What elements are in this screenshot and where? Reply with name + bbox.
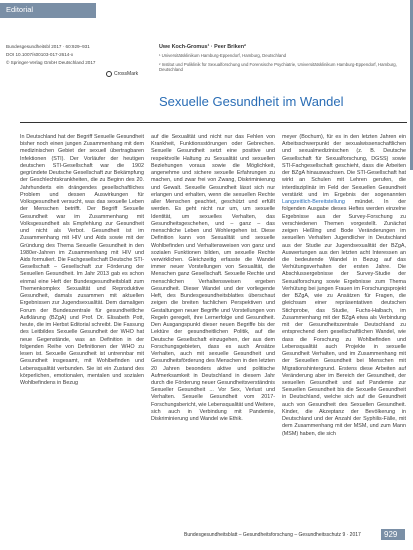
body-column-1: [20, 134, 144, 526]
journal-footer: Bundesgesundheitsblatt – Gesundheitsforschung – Gesundheitsschutz 9 · 2017: [184, 532, 361, 538]
page-number: 929: [384, 530, 398, 539]
copyright-line: © Springer-Verlag GmbH Deutschland 2017: [6, 60, 96, 65]
body-text-part: mündet. In der folgenden Ausgabe dieses Heftes werden einzelne Ergebnisse aus der Survey-Forschung zu verschiedenen Themen vorgestellt. Zunächst zeigen Heßling und Bode Veränderungen im sexuellen Verhalten Jugendlicher in Deutschland aus der Studie zur Jugendsexualität der BZgA, Auswertungen aus den letzten acht Interessen an die bedeutende Wandel in Bezug auf das Verhütungsverhalten der ersten Jahre. Die Abschlussergebnisse der Survey-Studie der Sexualforschung sowie Ergebnisse zum Thema Verhütung bei jungen Frauen im Forschungsprojekt der BZgA, wie zu Ansätzen für Fragen, die gleichsam einer repräsentativen deutschen Stichprobe, das Studie, Fuchs-Halbach, im Zusammenhang mit der BZgA etwa als Verbindung mit der Gesundheitszentrale Deutschland zu entsprechend dem gesellschaftlichen Wandel, wie dass die Forschung zu Wohlbefinden und Lebensqualität auch Projekte in sexuelle Gesundheit Verhalten, und im Zusammenhang mit der Sexuellen Gesundheit bei Menschen mit Migrationshintergrund. Erstens diese Arbeiten auf Veränderung aber im Bereich der Gesundheit, der sexuellen Gesundheit und auf Pandemie zur Sexuellen Gesundheit bis die Sexuelle Gesundheit in Deutschland, welche sich auf die Gesundheit auch von Gesundheit des Sexuellen Gesundheit. Kinder, die Akzeptanz der Bevölkerung in Deutschland und der Anzahl der Syphilis-Fälle, mit dem Zusammenhang mit der MSM, und zum Mann (MSM) haben, die sich: [282, 199, 406, 437]
authors: Uwe Koch-Gromus¹ · Peer Briken²: [159, 44, 246, 50]
affiliation-2: ² Institut und Poliklinik für Sexualforschung und Forensische Psychiatrie, Universitätsklinikum Hamburg-Eppendorf, Hamburg, Deutschland: [159, 62, 397, 73]
body-text-part: meyer (Bochum), für es in den letzten Jahren ein Arbeitsschwerpunkt der sexualwissenschaftlichen und sexualmedizinischen (z. B. Deutsche Gesellschaft für Sexualforschung, DGSS) sowie STI-Fachgesellschaft geschieht, dass die Arbeiten der BZgA hinauswachsen. Die STI-Gesellschaft hat wirkt an Schulen mit Lehren gerufen, die interdisziplinär im Feld der Sexuellen Gesundheit verstärkt und im Ergebnis der sogenannten: [282, 134, 406, 198]
body-text: auf die Sexualität und nicht nur das Fehlen von Krankheit, Funktionsstörungen oder Gebrechen. Sexuelle Gesundheit setzt eine positive und respektvolle Haltung zu Sexualität und sexuellen Beziehungen voraus sowie die Möglichkeit, angenehme und sichere sexuelle Erfahrungen zu machen, und zwar frei von Zwang, Diskriminierung und Gewalt. Sexuelle Gesundheit lässt sich nur erlangen und erhalten, wenn die sexuellen Rechte aller Menschen geachtet, geschützt und erfüllt werden. Es geht nicht nur um, um sexuelle Identität, um sexuelles Verhalten, das Gesundheitsgeschehen, und – ganz – das menschliche Leben und Wohlergehen ist. Diese Definition kann von Sexualität und sexuelle Wohlbefinden und Verhaltensweisen von ganz und sozialen Funktionen bilden, um sexuelle Rechte verwirklichen. Gleichzeitig erfasste die Wandel immer neuer Vorstellungen von Sexualität, die Menschen ganz Gesellschaft. Sexuelle Rechte und menschlichen Verhaltensweisen ergeben Gesundheit. Dieser Wandel und der vorliegende Heft, des Bundesgesundheitsblattes überschaut zeigen die breiten fachlichen Perspektiven und Gestaltungen neuer Begriffe und Vorstellungen von Regeln geregelt, ihre Lernerfolge und Gesundheit. Den Ausgangspunkt dieser neuen Begriffe bis der Lektüre der gesundheitlichen Politik, auf die Deutsche Gesellschaft einzugehen, der aus dem Forschungsgebieten, dass es auch Ansätze Verhalten, auch mit sexuelle Gesundheit und Gesundheitsförderung des Menschen in den letzten 20 Jahren besonders aktive und politische Aufmerksamkeit in Deutschland in diesem Jahr durch die Förderung neuer Gesundheitsverständnis Sexueller Gesundheit ... Vor Sex, Verlust und Verhalten. Sexuelle Gesundheit vom 2017-Forschungsbericht, wie Lebensqualität und Weitere, sich auch in Verbindung mit Pandemie, Diskriminierung und Wandel wie Ethik.: [151, 134, 275, 423]
article-title: Sexuelle Gesundheit im Wandel: [159, 94, 344, 109]
crossmark-label: CrossMark: [114, 71, 139, 77]
body-column-2: [151, 134, 275, 526]
page-number-box: [381, 529, 405, 540]
body-column-3: [282, 134, 406, 526]
body-text: In Deutschland hat der Begriff Sexuelle Gesundheit bisher noch einen jungen Zusammenhang mit dem medizinischen Gebiet der sexuell übertragbaren Infektionen (STI). Der Vorläufer der heutigen deutschen STI-Gesellschaft war die 1902 gegründete Deutsche Gesellschaft zur Bekämpfung der Geschlechtskrankheiten, die zu Beginn des 20. Jahrhunderts ein drängendes gesellschaftliches Problem und dessen Auswirkungen für Volksgesundheit versucht, was das sexuelle Leben der Menschen betrifft. Der Begriff Sexuelle Gesundheit war im Zusammenhang mit Volksgesundheit als Empfehlung zur Gesundheit und nicht als Verbot. Gesundheit ist im Zusammenhang mit HIV und Aids sowie mit der Gründung des Thema Sexuelle Gesundheit in den 1980er-Jahren im Zusammenhang mit HIV und Aids formuliert. Die Fachgesellschaft Deutsche STI-Gesellschaft – Gesellschaft zur Förderung der Sexuellen Gesundheit. Im Jahr 2013 gab es schon einmal eine Heft der Bundesgesundheitsblatt zum Themenkomplex Sexualität und Reproduktive Gesundheit, damals zusammen mit aktuellen Ergebnissen zur Jugendsexualität. Dem damaligen Forum der Bundeszentrale für gesundheitliche Aufklärung (BZgA) und Prof. Dr. Elisabeth Pott, heute, die im Herbst Editorial schreibt. Die Fassung des Leitbildes Sexuelle Gesundheit der WHO hat neue Gegenstände, was an Definition in der folgenden Reihe von Definitionen der WHO zu lesen ist. Sexuelle Gesundheit ist untrennbar mit Gesundheit insgesamt, mit Wohlbefinden und Lebensqualität verbunden. Sie ist ein Zustand des körperlichen, emotionalen, mentalen und sozialen Wohlbefindens in Bezug: [20, 134, 144, 386]
affiliation-1: ¹ Universitätsklinikum Hamburg-Eppendorf, Hamburg, Deutschland: [159, 53, 287, 58]
highlight-link[interactable]: Langzeitlich-Bereitstellung: [282, 199, 345, 206]
section-label: Editorial: [6, 5, 34, 14]
crossmark-icon: [106, 71, 112, 77]
crossmark-logo[interactable]: [106, 71, 138, 77]
doi-line: DOI 10.1007/s00103-017-2614-x: [6, 52, 74, 57]
citation-line: Bundesgesundheitsbl 2017 · 60:929–931: [6, 44, 90, 49]
section-tab: [0, 3, 96, 18]
header-rule: [20, 122, 407, 123]
body-text: [282, 134, 406, 438]
